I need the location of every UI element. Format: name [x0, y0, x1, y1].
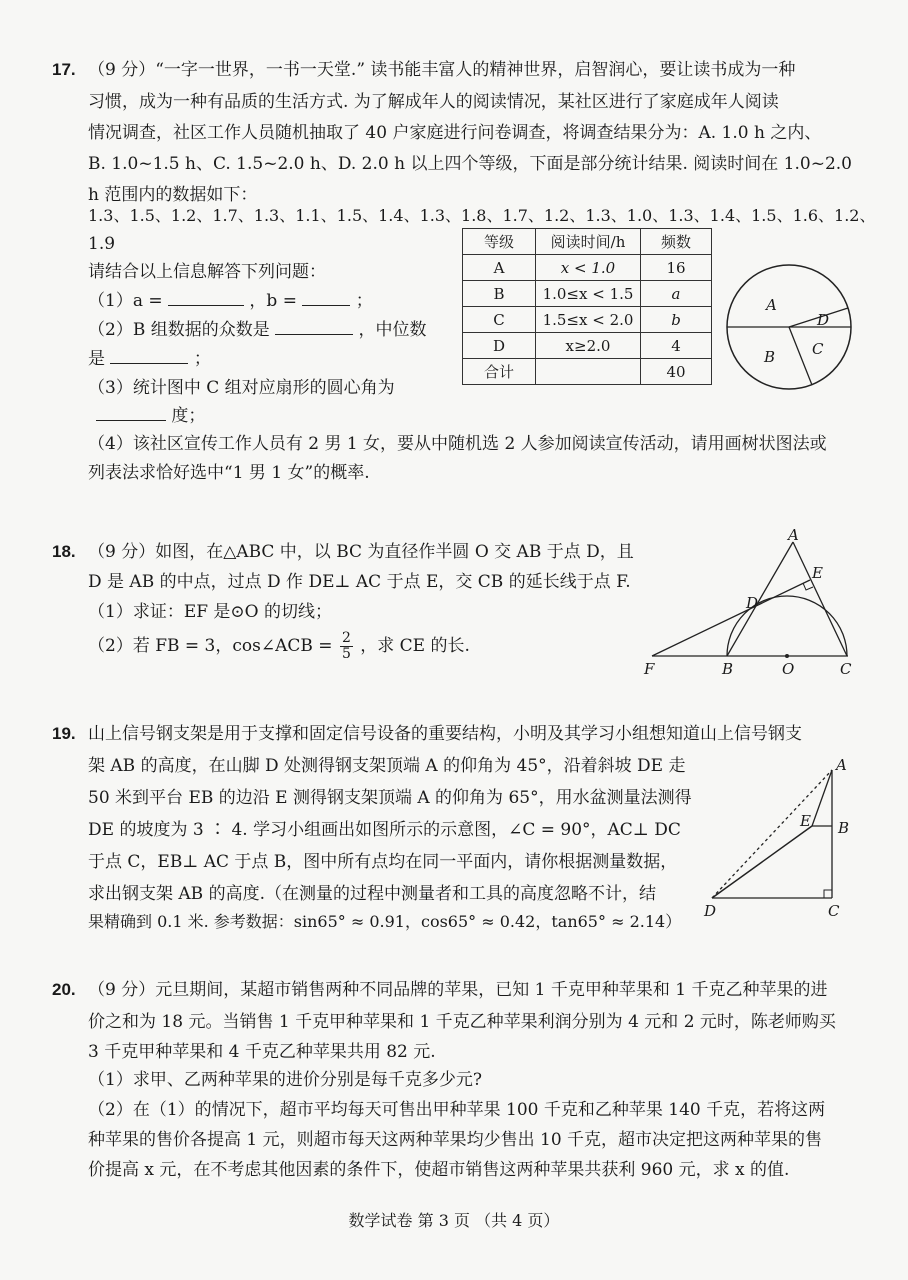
right-angle-mark: [803, 583, 813, 590]
pie-chart-figure: [724, 262, 854, 392]
sightline-da: [712, 770, 832, 898]
slope-de: [712, 826, 812, 898]
q17-sub3-cont: 度；: [96, 400, 205, 432]
answer-blank-angle: [96, 400, 166, 421]
q19-line-6: 求出钢支架 AB 的高度.（在测量的过程中测量者和工具的高度忽略不计，结: [88, 884, 656, 904]
line-ac: [793, 542, 847, 656]
table-cell: [536, 359, 641, 385]
q20-sub1: （1）求甲、乙两种苹果的进价分别是每千克多少元?: [88, 1070, 482, 1090]
q18-sub2: （2）若 FB = 3，cos∠ACB = $\frac{2}{5}$ ，求 CE 的长.: [88, 630, 470, 662]
q20-sub2-line-1: （2）在（1）的情况下，超市平均每天可售出甲种苹果 100 千克和乙种苹果 140 千克，若将这两: [88, 1100, 826, 1120]
label-f: F: [644, 660, 655, 678]
q20-line-2: 价之和为 18 元。当销售 1 千克甲种苹果和 1 千克乙种苹果利润分别为 4 元和 2 元时，陈老师购买: [88, 1012, 836, 1032]
q17-line-3: 情况调查，社区工作人员随机抽取了 40 户家庭进行问卷调查，将调查结果分为：A. 1.0 h 之内、: [88, 123, 822, 143]
q19-line-1: 山上信号钢支架是用于支撑和固定信号设备的重要结构，小明及其学习小组想知道山上信号钢支: [88, 724, 802, 744]
frequency-table: [462, 228, 712, 385]
q19-line-4: DE 的坡度为 3 ∶ 4. 学习小组画出如图所示的示意图，∠C = 90°，AC⊥ DC: [88, 820, 681, 840]
label-d: D: [704, 902, 717, 920]
q17-data-line: 1.3、1.5、1.2、1.7、1.3、1.1、1.5、1.4、1.3、1.8、1.7、1.2、1.3、1.0、1.3、1.4、1.5、1.6、1.2、: [88, 206, 876, 225]
q17-sub4-line-1: （4）该社区宣传工作人员有 2 男 1 女，要从中随机选 2 人参加阅读宣传活动，请用画树状图法或: [88, 434, 827, 454]
q17-instruction: 请结合以上信息解答下列问题：: [88, 262, 326, 282]
pie-label-b: B: [764, 348, 776, 366]
table-cell: 1.5≤x < 2.0: [536, 307, 641, 333]
q17-sub1: （1）a = ，b = ；: [88, 285, 373, 317]
line-ab: [727, 542, 793, 656]
table-row: [463, 255, 712, 281]
table-row: [463, 333, 712, 359]
answer-blank-b: [302, 285, 350, 306]
table-cell: 合计: [463, 359, 536, 385]
label-b: B: [838, 819, 850, 837]
table-cell: C: [463, 307, 536, 333]
pie-label-c: C: [812, 340, 824, 358]
table-cell: 40: [641, 359, 712, 385]
label-a: A: [836, 756, 847, 774]
q19-line-5: 于点 C，EB⊥ AC 于点 B，图中所有点均在同一平面内，请你根据测量数据，: [88, 852, 678, 872]
label-a: A: [788, 526, 799, 544]
table-header: 频数: [641, 229, 712, 255]
right-angle-mark: [824, 890, 832, 898]
fraction: [340, 631, 353, 662]
q17-sub4-line-2: 列表法求恰好选中“1 男 1 女”的概率.: [88, 463, 370, 483]
q17-sub2-cont: 是 ；: [88, 343, 211, 375]
pie-divider: [789, 327, 812, 385]
q19-number: 19.: [52, 724, 76, 743]
label-e: E: [812, 564, 823, 582]
pie-label-d: D: [817, 311, 830, 329]
q19-line-3: 50 米到平台 EB 的边沿 E 测得钢支架顶端 A 的仰角为 65°，用水盆测量法测得: [88, 788, 692, 808]
q18-line-2: D 是 AB 的中点，过点 D 作 DE⊥ AC 于点 E，交 CB 的延长线于点 F.: [88, 572, 631, 592]
q19-line-7: 果精确到 0.1 米. 参考数据：sin65° ≈ 0.91，cos65° ≈ 0.42，tan65° ≈ 2.14）: [88, 912, 682, 931]
table-header: 等级: [463, 229, 536, 255]
answer-blank-mode: [275, 314, 353, 335]
q19-geometry-figure: [700, 756, 860, 926]
table-cell: B: [463, 281, 536, 307]
q18-number: 18.: [52, 542, 76, 561]
table-cell: D: [463, 333, 536, 359]
table-row: [463, 307, 712, 333]
q17-line-1: （9 分）“一字一世界，一书一天堂.” 读书能丰富人的精神世界，启智润心，要让读书成为一种: [88, 60, 796, 80]
q18-geometry-figure: [640, 528, 860, 678]
label-b: B: [722, 660, 734, 678]
label-e: E: [800, 812, 811, 830]
q17-number: 17.: [52, 60, 76, 79]
center-point: [785, 654, 789, 658]
table-cell: x≥2.0: [536, 333, 641, 359]
table-cell: x < 1.0: [536, 255, 641, 281]
q19-line-2: 架 AB 的高度，在山脚 D 处测得钢支架顶端 A 的仰角为 45°，沿着斜坡 DE 走: [88, 756, 686, 776]
q20-number: 20.: [52, 980, 76, 999]
table-row: [463, 281, 712, 307]
q17-sub2: （2）B 组数据的众数是 ，中位数: [88, 314, 427, 346]
q18-line-1: （9 分）如图，在△ABC 中，以 BC 为直径作半圆 O 交 AB 于点 D，且: [88, 542, 634, 562]
table-cell: A: [463, 255, 536, 281]
table-cell: 16: [641, 255, 712, 281]
label-c: C: [828, 902, 840, 920]
page-footer: 数学试卷 第 3 页 （共 4 页）: [348, 1211, 560, 1230]
label-d: D: [746, 594, 759, 612]
table-header-row: [463, 229, 712, 255]
q17-line-4: B. 1.0~1.5 h、C. 1.5~2.0 h、D. 2.0 h 以上四个等级，下面是部分统计结果. 阅读时间在 1.0~2.0: [88, 154, 852, 174]
table-cell: a: [641, 281, 712, 307]
pie-label-a: A: [766, 296, 777, 314]
answer-blank-median: [110, 343, 188, 364]
label-o: O: [782, 660, 795, 678]
fraction-numerator: 2: [341, 630, 351, 646]
q17-line-5: h 范围内的数据如下：: [88, 185, 258, 205]
table-cell: b: [641, 307, 712, 333]
answer-blank-a: [168, 285, 244, 306]
q17-data-line-2: 1.9: [88, 234, 116, 254]
q17-sub3: （3）统计图中 C 组对应扇形的圆心角为: [88, 378, 395, 398]
line-fe: [652, 580, 810, 656]
label-c: C: [840, 660, 852, 678]
sightline-ea: [812, 770, 832, 826]
q20-line-1: （9 分）元旦期间，某超市销售两种不同品牌的苹果，已知 1 千克甲种苹果和 1 千克乙种苹果的进: [88, 980, 828, 1000]
q20-line-3: 3 千克甲种苹果和 4 千克乙种苹果共用 82 元.: [88, 1042, 436, 1062]
q20-sub2-line-2: 种苹果的售价各提高 1 元，则超市每天这两种苹果均少售出 10 千克，超市决定把这两种苹果的售: [88, 1130, 823, 1150]
table-cell: 4: [641, 333, 712, 359]
table-row: [463, 359, 712, 385]
q17-line-2: 习惯，成为一种有品质的生活方式. 为了解成年人的阅读情况，某社区进行了家庭成年人阅读: [88, 92, 779, 112]
fraction-denominator: 5: [341, 646, 351, 662]
table-cell: 1.0≤x < 1.5: [536, 281, 641, 307]
table-header: 阅读时间/h: [536, 229, 641, 255]
q20-sub2-line-3: 价提高 x 元，在不考虑其他因素的条件下，使超市销售这两种苹果共获利 960 元，求 x 的值.: [88, 1160, 790, 1180]
q18-sub1: （1）求证：EF 是⊙O 的切线；: [88, 602, 333, 622]
